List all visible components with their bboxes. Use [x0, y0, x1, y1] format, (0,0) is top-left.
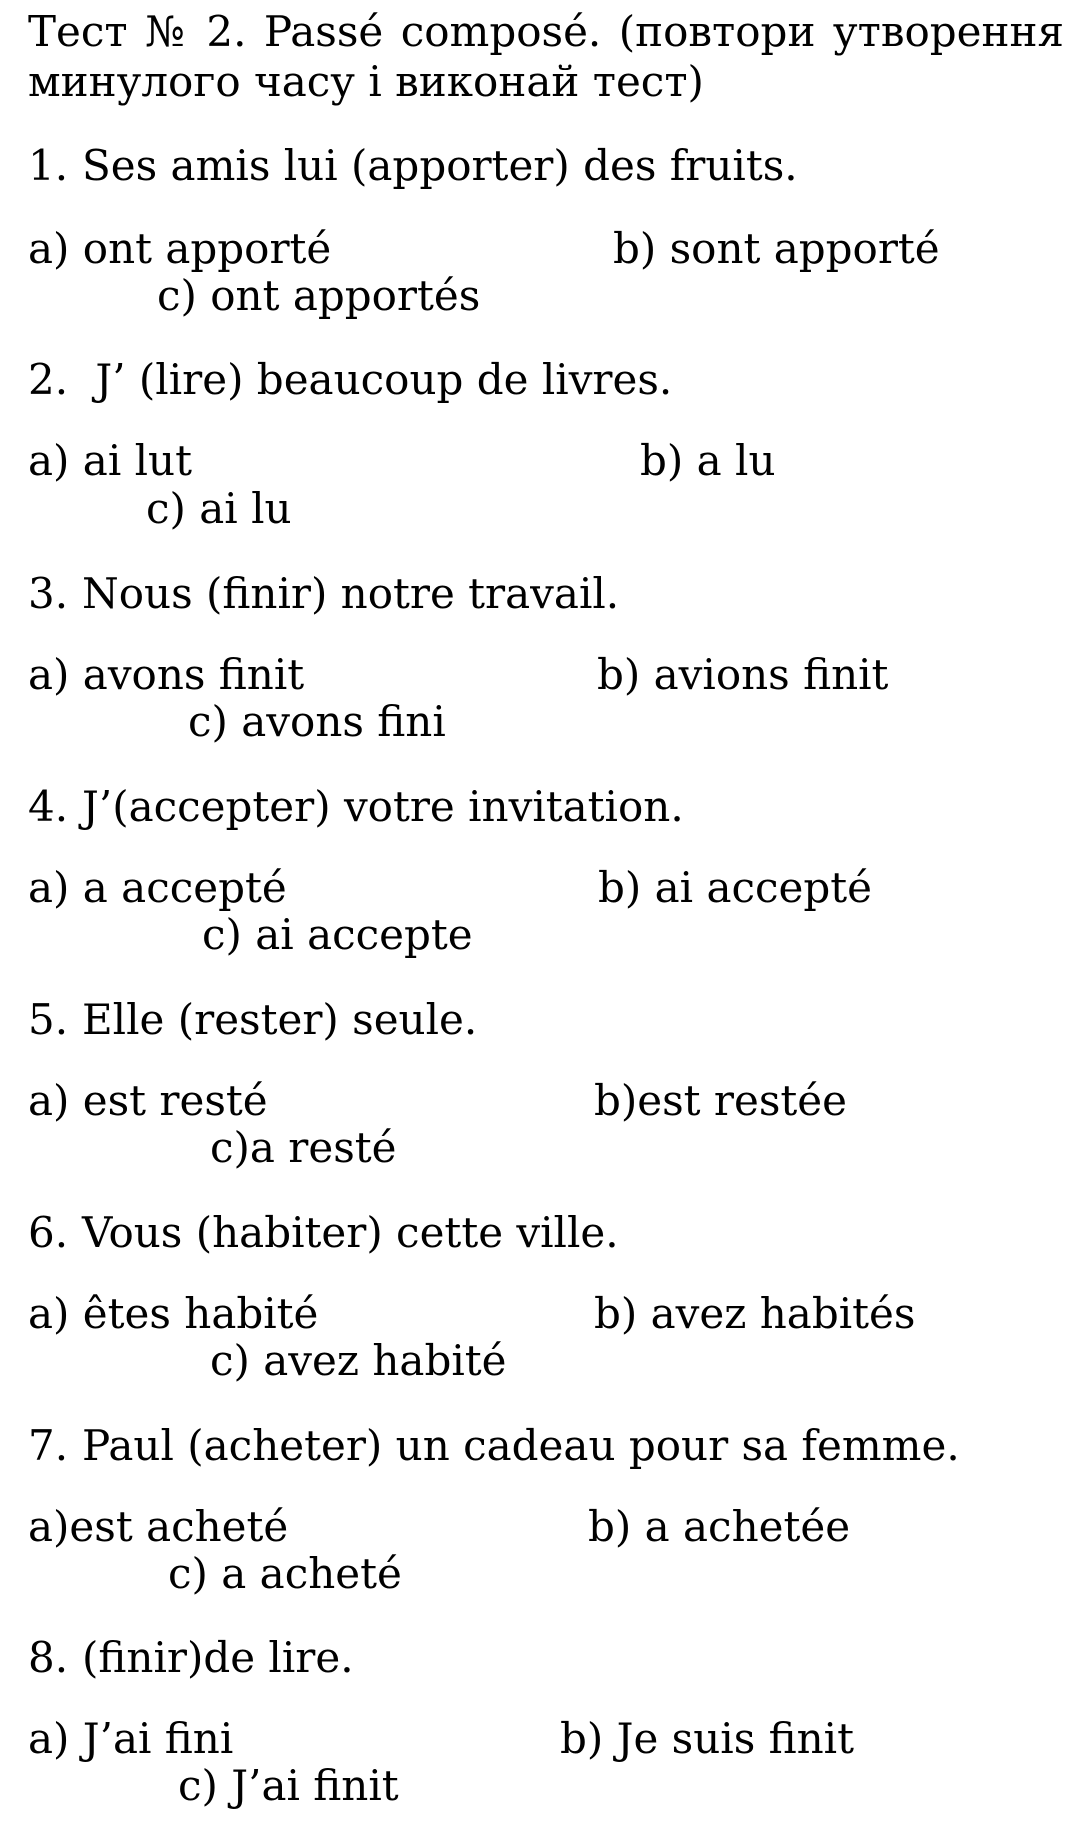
option-a: a) est resté [28, 1076, 268, 1125]
option-b: b) Je suis finit [560, 1714, 854, 1763]
question-text: Ses amis lui (apporter) des fruits. [82, 141, 798, 190]
question-6 [28, 1209, 619, 1257]
option-c: c) avons fini [188, 697, 446, 746]
question-number: 6. [28, 1208, 69, 1257]
question-number: 4. [28, 782, 69, 831]
question-number: 1. [28, 141, 69, 190]
option-a: a) a accepté [28, 863, 287, 912]
option-a: a) ai lut [28, 436, 192, 485]
option-a: a) J’ai fini [28, 1714, 234, 1763]
question-text: J’(accepter) votre invitation. [82, 782, 684, 831]
option-c: c) J’ai finit [178, 1761, 399, 1810]
option-b: b) ai accepté [598, 863, 873, 912]
option-c: c) a acheté [168, 1549, 402, 1598]
question-text: (finir)de lire. [82, 1633, 354, 1682]
option-c: c) ai accepte [202, 910, 473, 959]
option-b: b) avions finit [597, 650, 889, 699]
question-text: Nous (finir) notre travail. [82, 569, 620, 618]
question-4 [28, 783, 684, 831]
option-b: b) sont apporté [613, 224, 940, 273]
question-3 [28, 570, 619, 618]
question-text: Paul (acheter) un cadeau pour sa femme. [82, 1421, 960, 1470]
test-title-line-1: Тест № 2. Passé composé. (повтори утворення [28, 7, 1064, 56]
question-text: J’ (lire) beaucoup de livres. [82, 355, 673, 404]
option-c: c)a resté [210, 1123, 397, 1172]
option-a: a) êtes habité [28, 1289, 319, 1338]
question-5 [28, 996, 477, 1044]
option-b: b) a achetée [588, 1502, 851, 1551]
option-a: a)est acheté [28, 1502, 289, 1551]
option-a: a) ont apporté [28, 224, 332, 273]
question-7 [28, 1422, 960, 1470]
option-b: b) avez habités [594, 1289, 916, 1338]
option-c: c) ai lu [146, 484, 292, 533]
option-c: c) ont apportés [157, 271, 481, 320]
test-title-line-2: минулого часу і виконай тест) [28, 57, 704, 106]
question-number: 2. [28, 355, 69, 404]
question-text: Vous (habiter) cette ville. [82, 1208, 619, 1257]
option-b: b) a lu [640, 436, 776, 485]
question-8 [28, 1634, 354, 1682]
option-b: b)est restée [594, 1076, 847, 1125]
question-2 [28, 356, 672, 404]
question-number: 8. [28, 1633, 69, 1682]
question-number: 3. [28, 569, 69, 618]
question-number: 7. [28, 1421, 69, 1470]
question-1 [28, 142, 798, 190]
question-text: Elle (rester) seule. [82, 995, 478, 1044]
option-a: a) avons finit [28, 650, 305, 699]
option-c: c) avez habité [210, 1336, 507, 1385]
question-number: 5. [28, 995, 69, 1044]
